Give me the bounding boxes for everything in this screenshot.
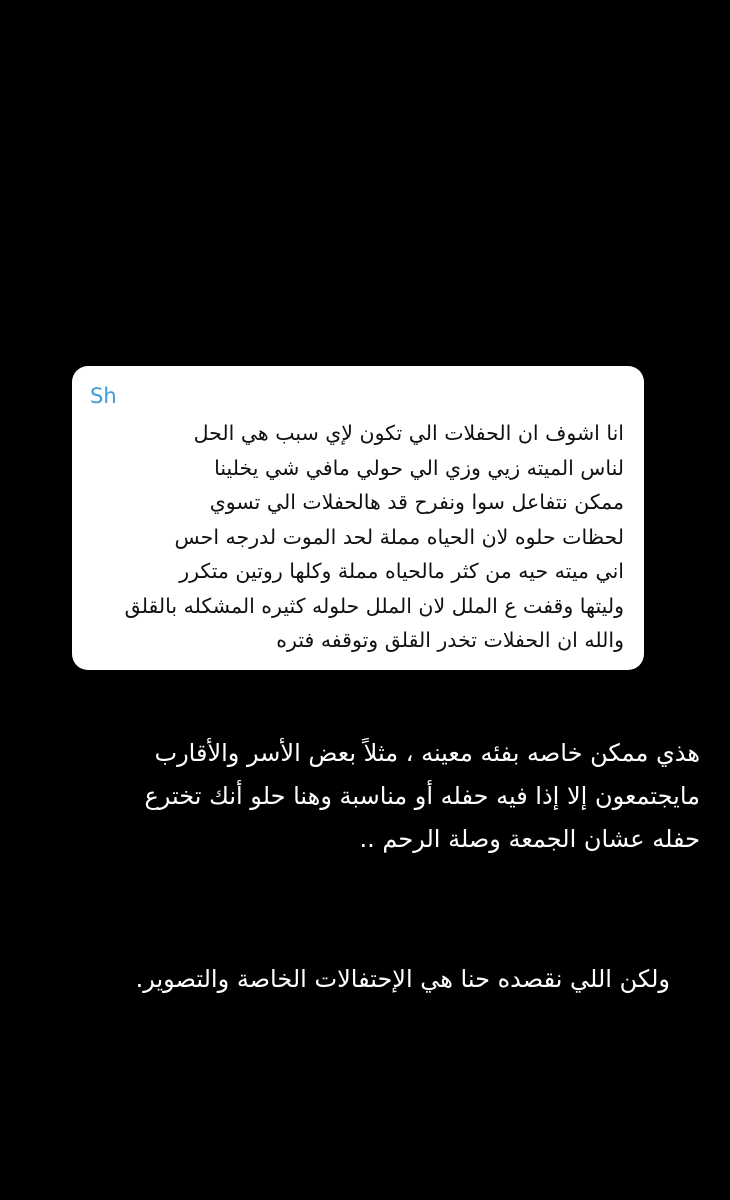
quote-sender-name: Sh (90, 384, 117, 408)
reply-line: حفله عشان الجمعة وصلة الرحم .. (359, 825, 700, 853)
quote-line: لحظات حلوه لان الحياه مملة لحد الموت لدرجه احس (174, 524, 624, 549)
reply-line: هذي ممكن خاصه بفئه معينه ، مثلاً بعض الأسر والأقارب (154, 739, 700, 767)
reply-paragraph-2: ولكن اللي نقصده حنا هي الإحتفالات الخاصة والتصوير. (135, 965, 670, 993)
quote-line: ممكن نتفاعل سوا ونفرح قد هالحفلات الي تسوي (209, 490, 624, 514)
quote-line: انا اشوف ان الحفلات الي تكون لإي سبب هي الحل (193, 421, 624, 445)
reply-paragraph-1 (144, 732, 700, 861)
quote-line: لناس الميته زيي وزي الي حولي مافي شي يخلينا (214, 455, 624, 480)
quote-line: اني ميته حيه من كثر مالحياه مملة وكلها روتين متكرر (179, 559, 624, 583)
quote-line: وليتها وقفت ع الملل لان الملل حلوله كثيره المشكله بالقلق (124, 593, 624, 618)
quote-message-text (88, 416, 624, 658)
quote-line: والله ان الحفلات تخدر القلق وتوقفه فتره (276, 628, 624, 652)
reply-line: مايجتمعون إلا إذا فيه حفله أو مناسبة وهنا حلو أنك تخترع (144, 782, 700, 810)
quoted-message-card[interactable] (72, 366, 644, 670)
